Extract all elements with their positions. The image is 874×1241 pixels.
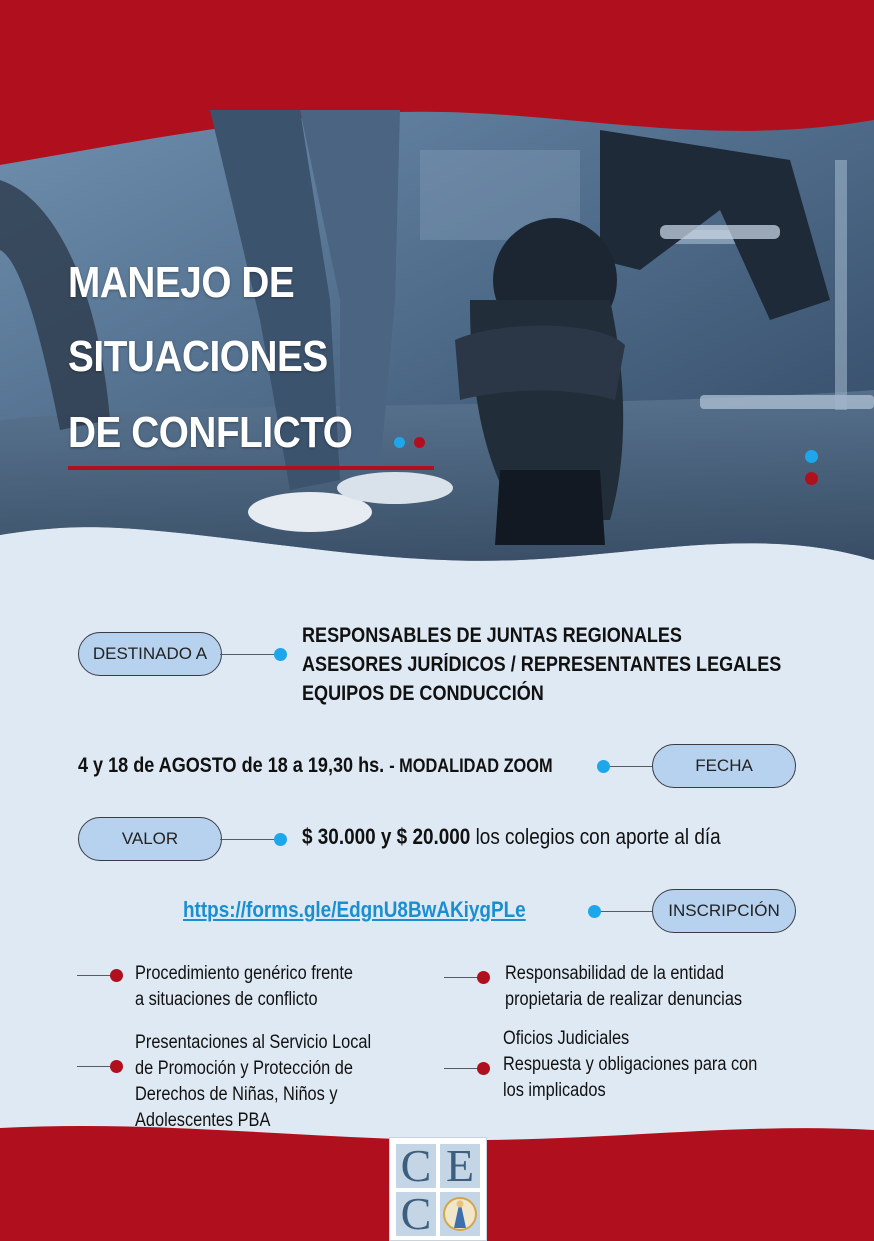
topic-left-1 [135, 961, 353, 1013]
title-dot-red [414, 437, 425, 448]
topic-line: Respuesta y obligaciones para con [503, 1054, 758, 1075]
topic-dot [477, 1062, 490, 1075]
audience-label: DESTINADO A [92, 644, 208, 663]
topic-dot [477, 971, 490, 984]
hero-dot-red [805, 472, 818, 485]
topic-line: propietaria de realizar denuncias [505, 989, 743, 1010]
logo-letter-e: E [440, 1144, 480, 1188]
title-line-1: MANEJO DE [68, 258, 295, 307]
registration-link-wrap [183, 897, 526, 923]
title-line-2: SITUACIONES [68, 332, 328, 381]
date-dot [597, 760, 610, 773]
audience-dot [274, 648, 287, 661]
registration-label: INSCRIPCIÓN [668, 901, 780, 920]
registration-dot [588, 905, 601, 918]
topic-right-2 [503, 1026, 757, 1104]
topic-dot [110, 1060, 123, 1073]
topic-left-2 [135, 1030, 371, 1134]
date-text: 4 y 18 de AGOSTO de 18 a 19,30 hs. [78, 754, 385, 777]
title-dot-blue [394, 437, 405, 448]
logo-letter-c-bottom: C [396, 1192, 436, 1236]
title-underline [68, 466, 434, 470]
topic-line: a situaciones de conflicto [135, 989, 318, 1010]
audience-item: EQUIPOS DE CONDUCCIÓN [302, 682, 544, 705]
audience-pill [78, 632, 222, 676]
topic-line: Oficios Judiciales [503, 1028, 630, 1049]
date-mode: - MODALIDAD ZOOM [389, 756, 553, 777]
price-note: los colegios con aporte al día [475, 824, 721, 849]
hero-dot-blue [805, 450, 818, 463]
price-pill [78, 817, 222, 861]
audience-connector [220, 654, 274, 655]
cec-logo [389, 1137, 487, 1241]
topic-right-1 [505, 961, 742, 1013]
date-pill [652, 744, 796, 788]
registration-link[interactable]: https://forms.gle/EdgnU8BwAKiygPLe [183, 897, 526, 922]
topic-line: de Promoción y Protección de [135, 1058, 353, 1079]
topic-line: Derechos de Niñas, Niños y [135, 1084, 338, 1105]
price-label: VALOR [121, 829, 179, 848]
audience-item: ASESORES JURÍDICOS / REPRESENTANTES LEGALES [302, 653, 782, 676]
price-line [302, 824, 721, 850]
logo-emblem-icon [440, 1192, 480, 1236]
logo-letter-c: C [396, 1144, 436, 1188]
title-line-3: DE CONFLICTO [68, 408, 353, 457]
topic-line: Responsabilidad de la entidad [505, 963, 724, 984]
price-dot [274, 833, 287, 846]
topic-line: los implicados [503, 1080, 606, 1101]
registration-connector [601, 911, 654, 912]
topic-line: Procedimiento genérico frente [135, 963, 353, 984]
audience-item: RESPONSABLES DE JUNTAS REGIONALES [302, 624, 682, 647]
date-label: FECHA [695, 756, 753, 775]
topic-line: Presentaciones al Servicio Local [135, 1032, 372, 1053]
registration-pill [652, 889, 796, 933]
date-connector [610, 766, 654, 767]
date-line [78, 754, 553, 778]
price-connector [220, 839, 274, 840]
topic-dot [110, 969, 123, 982]
price-amounts: $ 30.000 y $ 20.000 [302, 824, 471, 849]
topic-line: Adolescentes PBA [135, 1110, 271, 1131]
